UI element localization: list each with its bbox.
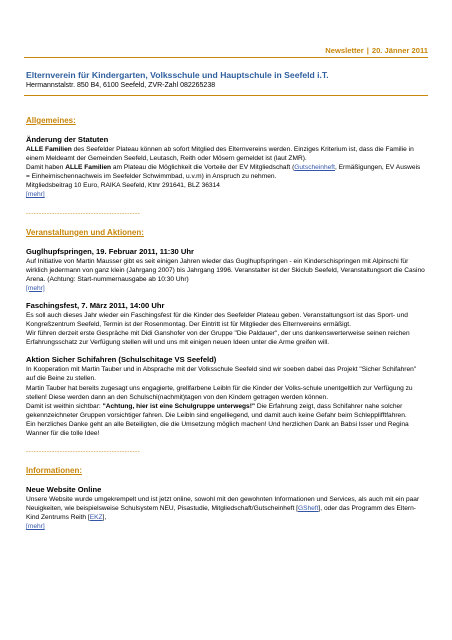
newsletter-page (24, 0, 428, 640)
organization-address: Hermannstalstr. 850 B4, 6100 Seefeld, ZVR-Zahl 082265238 (26, 82, 216, 89)
organization-name: Elternverein für Kindergarten, Volksschule und Hauptschule in Seefeld i.T. (26, 70, 329, 80)
spacer (26, 293, 426, 301)
text-span: Damit ist weithin sichtbar: (26, 402, 103, 410)
article-text-fasching (26, 311, 426, 347)
section-heading-general: Allgemeines: (26, 116, 76, 125)
text-span: Ein herzliches Danke geht an alle Beteiligten, die die Umsetzung möglich machen! Und herzlichen Dank an Babsi Isser und Regina Wanner für die tolle Idee! (26, 420, 409, 437)
article-title-statutes: Änderung der Statuten (26, 135, 109, 144)
gsheft-link[interactable]: GSheft (297, 505, 319, 513)
header-rule (24, 57, 428, 58)
section-heading-events: Veranstaltungen und Aktionen: (26, 227, 144, 237)
text-bold: ALLE Familien (26, 146, 72, 153)
article-title-ski: Aktion Sicher Schifahren (Schulschitage VS Seefeld) (26, 355, 217, 365)
spacer (26, 347, 426, 355)
gutscheinheft-link[interactable]: Gutscheinheft (294, 164, 335, 172)
text-span: In Kooperation mit Martin Tauber und in Absprache mit der Volksschule Seefeld sind wir soeben dabei das Projekt "Sicher Schifahren" auf die Beine zu stellen. (26, 366, 417, 383)
text-span: Auf Initiative von Martin Mausser gibt es seit einigen Jahren wieder das Guglhupfspringen - ein Kinderschispringen mit Alpinschi für wirklich jedermann von ganz klein (Jahrgang 2007) bis Jahrgang 1996. Veranstalter ist der Skiclub Seefeld, Veranstaltungsort die Casino Arena. (Achtung: Start-nummernausgabe ab 10:30 Uhr) (26, 257, 425, 283)
article-text-guglhupf (26, 257, 426, 293)
text-span: Martin Tauber hat bereits zugesagt uns engagierte, grellfarbene Leibln für die Kinder der Volks-schule unentgeltlich zur Verfügung zu stellen! Diese werden dann an den Schulschi(nachmit)tagen von den Kindern getragen werden können. (26, 384, 413, 401)
article-title-fasching: Faschingsfest, 7. März 2011, 14:00 Uhr (26, 300, 165, 310)
more-link-website[interactable]: [mehr] (26, 523, 45, 531)
text-span: Damit haben (26, 164, 66, 172)
text-span: ], (102, 514, 107, 522)
section-heading-info: Informationen: (26, 466, 82, 476)
text-span: des Seefelder Plateau können ab sofort Mitglied des Elternvereins werden. Einziges Kriterium ist, dass die Familie in einem Meldeamt der Gemeinden Seefeld, Leutasch, Reith oder Mösern gemeldet ist (laut ZMR). (26, 146, 414, 163)
more-link-guglhupf[interactable]: [mehr] (26, 284, 45, 292)
text-span: Es soll auch dieses Jahr wieder ein Faschingsfest für die Kinder des Seefelder Plateau geben. Veranstaltungsort ist das Sport- und Kongreßzentrum Seefeld, Termin ist der Rosenmontag. Der Eintritt ist für Mitglieder des Elternvereins ermäßigt. (26, 311, 408, 329)
article-title-website: Neue Website Online (26, 485, 102, 495)
text-span: am Plateau die Möglichkeit die Vorteile der EV Mitgliedschaft ( (111, 164, 295, 172)
ekz-link[interactable]: EKZ (89, 514, 103, 522)
divider-1: -------------------------------------------- (26, 209, 141, 217)
organization-rule (24, 95, 428, 96)
more-link-statutes[interactable]: [mehr] (26, 191, 45, 199)
membership-fee-text: Mitgliedsbeitrag 10 Euro, RAIKA Seefeld, Ktnr 291641, BLZ 36314 (26, 182, 220, 190)
article-title-guglhupf: Guglhupfspringen, 19. Februar 2011, 11:30 Uhr (26, 246, 194, 256)
newsletter-label: Newsletter (325, 46, 364, 55)
divider-2: -------------------------------------------- (26, 448, 141, 456)
article-text-statutes (26, 145, 426, 200)
text-bold: "Achtung, hier ist eine Schulgruppe unterwegs!" (102, 402, 256, 410)
header-separator: | (366, 46, 369, 55)
text-span: Die Erfahrung zeigt, dass Schifahrer nahe solcher gekennzeichneter Gruppen vorsichtiger fahren. Die Leibln sind engelliegend, und damit auch keine Gefahr beim Schlepplifftfahren. (26, 402, 407, 419)
newsletter-date: 20. Jänner 2011 (371, 46, 428, 55)
text-span: Wir führen derzeit erste Gespräche mit Didi Ganshofer von der Gruppe "Die Paldauer", der uns dankenswerterweise seinen reichen Erfahrungsschatz zur Verfügung stellen will und uns mit einigen neuen Ideen unter die Arme greifen will. (26, 330, 410, 347)
article-text-website (26, 495, 426, 531)
text-span: Unsere Website wurde umgekrempelt und ist jetzt online, sowohl mit den gewohnten Informationen und Services, als auch mit ein paar Neuigkeiten, wie beispielsweise Schulsystem NEU, Pisastudie, Mitgliedschaft/Gutscheinheft [ (26, 496, 420, 513)
newsletter-content (26, 116, 426, 531)
text-span: , Ermäßigungen, EV Ausweis = Einheimischennachweis im Seefelder Schwimmbad, u.v.m) in Anspruch zu nehmen. (26, 164, 421, 181)
text-span: ], oder das Programm des Eltern-Kind Zentrums Reith [ (26, 505, 416, 522)
text-bold: ALLE Familien (65, 164, 112, 172)
newsletter-header (325, 46, 428, 55)
article-text-ski (26, 365, 426, 438)
